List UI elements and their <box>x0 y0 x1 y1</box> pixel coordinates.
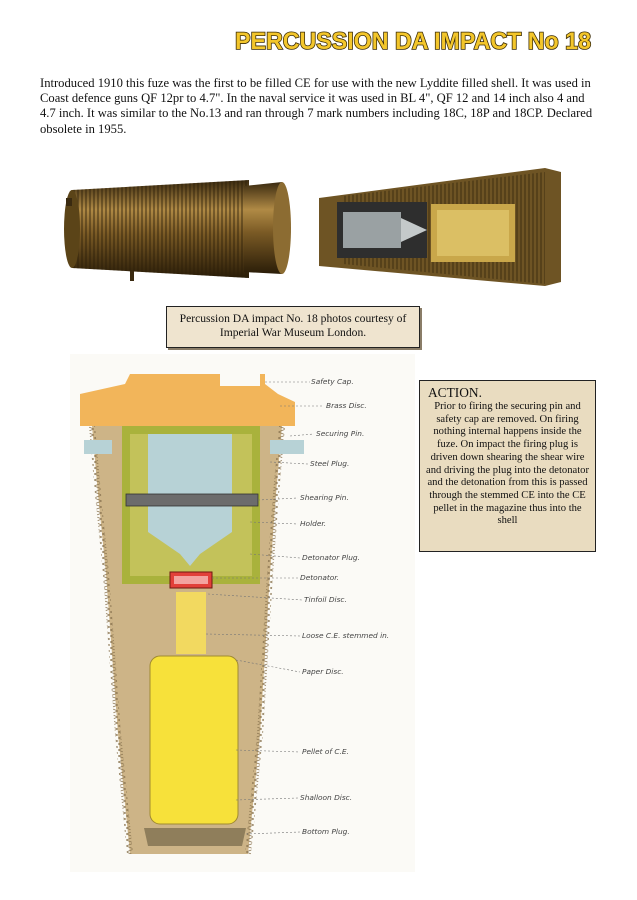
label-pellet: Pellet of C.E. <box>302 747 349 756</box>
loose-ce-column <box>176 592 206 654</box>
safety-cap <box>80 374 295 426</box>
page-title-text: PERCUSSION DA IMPACT No 18 <box>235 28 591 55</box>
fuze-cross-section-diagram <box>70 354 415 872</box>
label-bottom-plug: Bottom Plug. <box>302 827 350 836</box>
caption-line-2: Imperial War Museum London. <box>219 326 367 339</box>
fuze-cutaway-image <box>303 158 583 300</box>
label-shalloon-disc: Shalloon Disc. <box>300 793 353 802</box>
action-box <box>419 380 596 552</box>
ce-pellet <box>150 656 238 824</box>
label-detonator: Detonator. <box>300 573 339 582</box>
photo-caption <box>166 306 420 348</box>
label-shearing-pin: Shearing Pin. <box>300 493 349 502</box>
shearing-pin <box>126 494 258 506</box>
label-tinfoil-disc: Tinfoil Disc. <box>304 595 347 604</box>
action-title: ACTION. <box>428 385 482 400</box>
fuze-photo-cutaway <box>303 158 583 300</box>
label-loose-ce: Loose C.E. stemmed in. <box>302 631 390 640</box>
action-text: Prior to firing the securing pin and safety cap are removed. On firing nothing internal happens inside the fuze. On impact the firing plug is driven down shearing the shear wire and driving the plug into the detonator and the detonation from this is passed through the stemmed CE into the CE pellet in the magazine thus into the shell <box>426 401 589 527</box>
bottom-plug <box>144 828 246 846</box>
label-detonator-plug: Detonator Plug. <box>302 553 360 562</box>
label-holder: Holder. <box>300 519 327 528</box>
label-paper-disc: Paper Disc. <box>302 667 344 676</box>
label-brass-disc: Brass Disc. <box>326 401 367 410</box>
caption-line-1: Percussion DA impact No. 18 photos courtesy of <box>179 312 407 325</box>
label-securing-pin: Securing Pin. <box>316 429 365 438</box>
cross-section-svg <box>70 354 415 872</box>
intro-paragraph: Introduced 1910 this fuze was the first to be filled CE for use with the new Lyddite filled shell. It was used in Coast defence guns QF 12pr to 4.7". In the naval service it was used in BL 4", QF 12 and 14 inch also 4 and 4.7 inch. It was similar to the No.13 and ran through 7 mark numbers including 18C, 18P and 18CP. Declared obsolete in 1955. <box>40 76 593 136</box>
page-title <box>228 22 598 58</box>
label-safety-cap: Safety Cap. <box>311 377 354 386</box>
label-steel-plug: Steel Plug. <box>310 459 350 468</box>
fuze-photo-exterior <box>44 158 298 300</box>
fuze-exterior-image <box>44 158 298 300</box>
